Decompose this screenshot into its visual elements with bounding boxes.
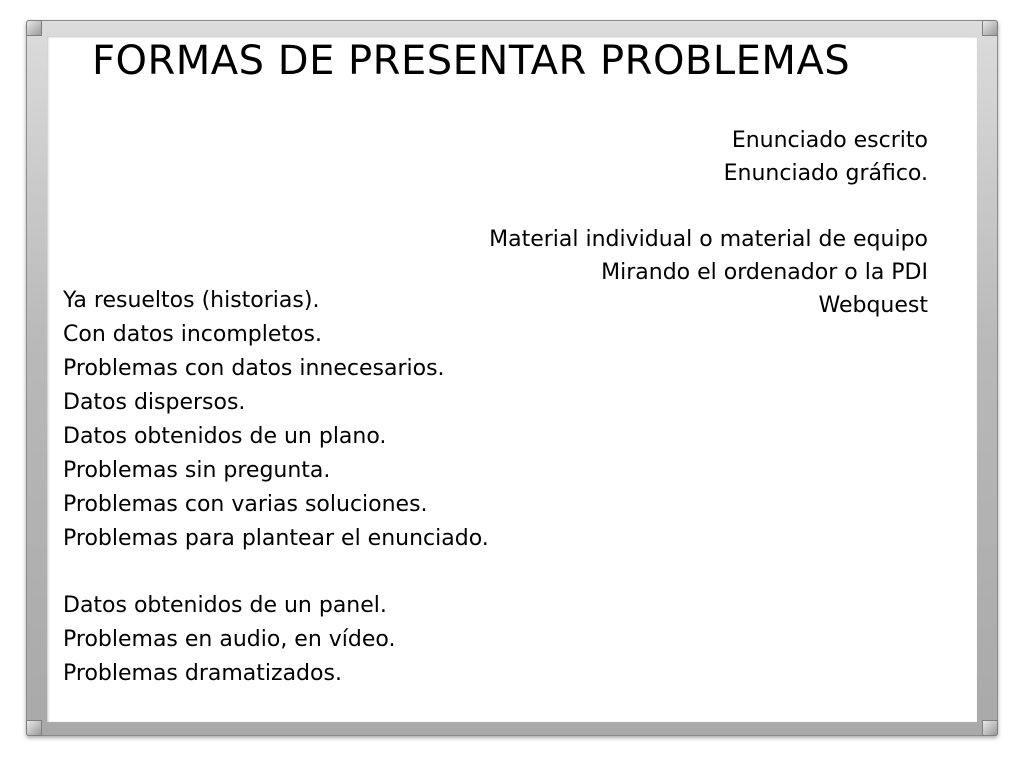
frame-corner-bottom-left — [26, 720, 42, 736]
list-item: Enunciado escrito — [731, 128, 928, 153]
spacer — [489, 190, 928, 223]
slide-title: FORMAS DE PRESENTAR PROBLEMAS — [92, 38, 851, 84]
spacer — [63, 556, 489, 589]
list-item: Problemas para plantear el enunciado. — [63, 526, 489, 551]
list-item: Problemas en audio, en vídeo. — [63, 627, 396, 652]
list-item: Enunciado gráfico. — [723, 161, 928, 186]
frame-corner-top-left — [26, 20, 42, 36]
list-item: Ya resueltos (historias). — [63, 288, 320, 313]
list-item: Material individual o material de equipo — [489, 227, 928, 252]
frame-corner-top-right — [982, 20, 998, 36]
list-item: Mirando el ordenador o la PDI — [601, 260, 928, 285]
problem-types-list — [63, 284, 489, 691]
list-item: Problemas con datos innecesarios. — [63, 356, 445, 381]
list-item: Problemas con varias soluciones. — [63, 492, 428, 517]
list-item: Problemas dramatizados. — [63, 661, 342, 686]
list-item: Problemas sin pregunta. — [63, 458, 331, 483]
presentation-formats-list — [489, 124, 928, 322]
list-item: Datos dispersos. — [63, 390, 246, 415]
frame-corner-bottom-right — [982, 720, 998, 736]
list-item: Con datos incompletos. — [63, 322, 322, 347]
list-item: Datos obtenidos de un plano. — [63, 424, 387, 449]
list-item: Datos obtenidos de un panel. — [63, 593, 387, 618]
list-item: Webquest — [818, 293, 928, 318]
